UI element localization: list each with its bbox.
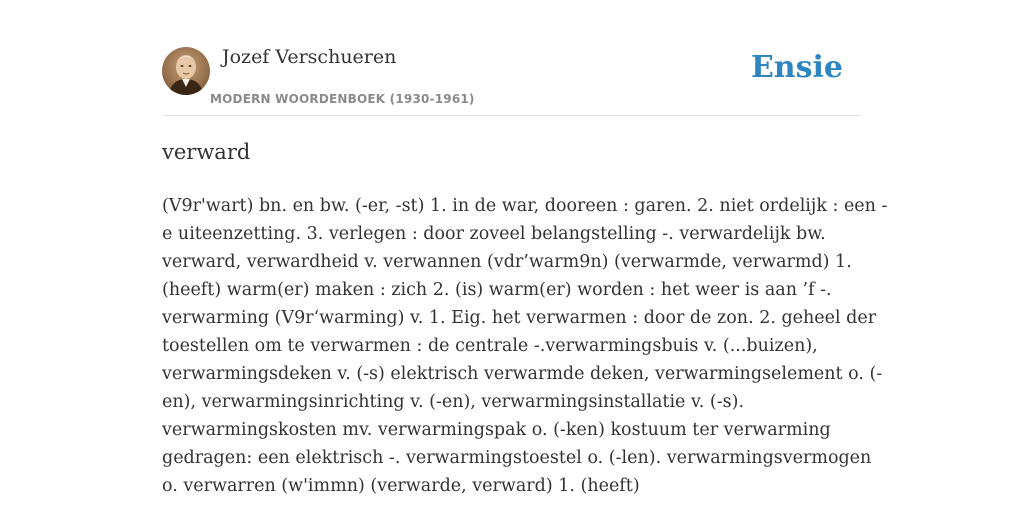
author-name[interactable]: Jozef Verschueren	[222, 46, 397, 68]
entry-line: verwarming (V9r‘warming) v. 1. Eig. het verwarmen : door de zon. 2. geheel der	[162, 308, 877, 328]
entry-line: verwarmingskosten mv. verwarmingspak o. (-ken) kostuum ter verwarming	[162, 420, 831, 440]
author-portrait-icon	[162, 47, 210, 95]
ensie-logo[interactable]: Ensie	[750, 50, 843, 85]
entry-line: verward, verwardheid v. verwannen (vdr’warm9n) (verwarmde, verwarmd) 1.	[162, 252, 852, 272]
entry-line: verwarmingsdeken v. (-s) elektrisch verwarmde deken, verwarmingselement o. (-	[162, 364, 883, 384]
entry-line: e uiteenzetting. 3. verlegen : door zoveel belangstelling -. verwardelijk bw.	[162, 224, 826, 244]
entry-line: gedragen: een elektrisch -. verwarmingstoestel o. (-len). verwarmingsvermogen	[162, 448, 872, 468]
entry-title: verward	[162, 140, 251, 164]
entry-line: (V9r'wart) bn. en bw. (-er, -st) 1. in de war, dooreen : garen. 2. niet ordelijk : een -	[162, 196, 888, 216]
avatar[interactable]	[162, 47, 210, 95]
entry-line: o. verwarren (w'immn) (verwarde, verward) 1. (heeft)	[162, 476, 640, 496]
source-label[interactable]: MODERN WOORDENBOEK (1930-1961)	[210, 92, 475, 106]
entry-line: toestellen om te verwarmen : de centrale -.verwarmingsbuis v. (...buizen),	[162, 336, 818, 356]
entry-line: (heeft) warm(er) maken : zich 2. (is) warm(er) worden : het weer is aan ’f -.	[162, 280, 832, 300]
entry-body	[162, 192, 888, 500]
entry-line: en), verwarmingsinrichting v. (-en), verwarmingsinstallatie v. (-s).	[162, 392, 745, 412]
header	[162, 45, 862, 116]
